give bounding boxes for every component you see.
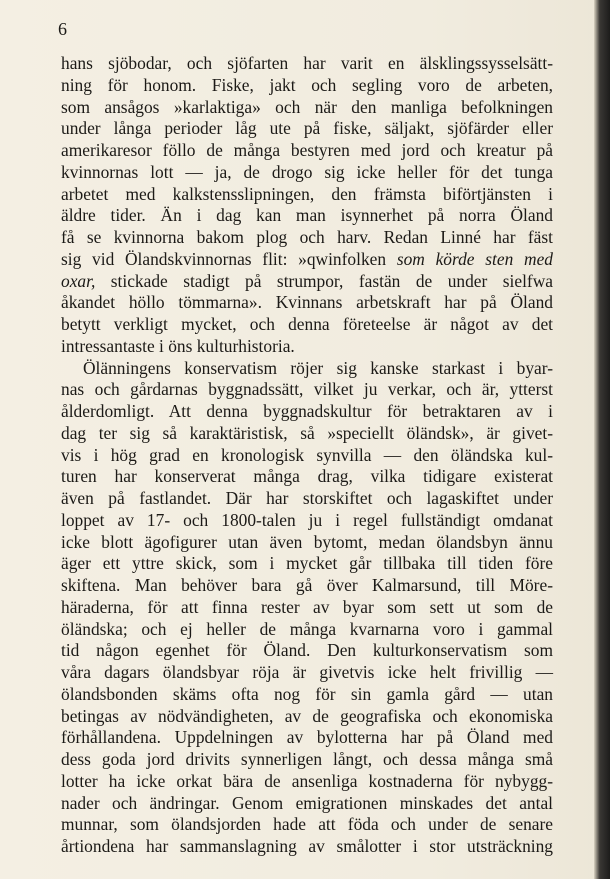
text-line: icke blott ägofigurer utan även bytomt, medan ölandsbyn ännu xyxy=(61,531,553,552)
italic-quote: oxar, xyxy=(61,270,96,291)
text-line: vis i hög grad en kronologisk synvilla — den öländska kul- xyxy=(61,444,553,465)
text-line: intressantaste i öns kulturhistoria. xyxy=(61,335,295,356)
text-line: kvinnornas lott — ja, de drogo sig icke heller för det tunga xyxy=(61,161,553,182)
text-line: turen har konserverat många drag, vilka tidigare existerat xyxy=(61,466,553,487)
text-line: tid någon egenhet för Öland. Den kulturkonservatism som xyxy=(61,640,553,661)
text-line: nader och ändringar. Genom emigrationen minskades det antal xyxy=(61,792,553,813)
text-line: som ansågos »karlaktiga» och när den manliga befolkningen xyxy=(61,96,553,117)
text-segment: sig vid Ölandskvinnornas flit: »qwinfolken xyxy=(61,248,397,269)
italic-quote: som körde sten med xyxy=(396,248,553,269)
text-line: även på fastlandet. Där har storskiftet och lagaskiftet under xyxy=(61,488,553,508)
text-line: hans sjöbodar, och sjöfarten har varit en älsklingssysselsätt- xyxy=(61,53,553,73)
text-line: ölandsbonden skäms ofta nog för sin gamla gård — utan xyxy=(61,683,553,704)
text-line: betytt verkligt mycket, och denna företeelse är något av det xyxy=(61,314,553,334)
text-line xyxy=(61,271,553,293)
text-line: häraderna, för att finna rester av byar som sett ut som de xyxy=(61,596,553,617)
text-line: munnar, som ölandsjorden hade att föda och under de senare xyxy=(61,814,553,835)
text-line: betingas av nödvändigheten, av de geografiska och ekonomiska xyxy=(61,705,553,726)
text-line: äger ett yttre skick, som i mycket går tillbaka till tiden före xyxy=(61,553,553,574)
text-line: nas och gårdarnas byggnadssätt, vilket ju verkar, och är, ytterst xyxy=(61,379,553,400)
text-segment: stickade stadigt på strumpor, fastän de under sielfwa xyxy=(95,270,553,291)
text-line: öländska; och ej heller de många kvarnarna voro i gammal xyxy=(61,618,553,639)
text-line: arbetet med kalkstensslipningen, den främsta biförtjänsten i xyxy=(61,183,553,204)
text-line: få se kvinnorna bakom plog och harv. Redan Linné har fäst xyxy=(61,227,553,247)
text-line: loppet av 17- och 1800-talen ju i regel fullständigt omdanat xyxy=(61,509,553,530)
text-line: äldre tider. Än i dag kan man isynnerhet på norra Öland xyxy=(61,205,553,226)
text-line: dess goda jord drivits synnerligen långt, och dessa många små xyxy=(61,749,553,769)
body-text xyxy=(61,53,553,858)
text-line: åkandet höllo tömmarna». Kvinnans arbetskraft har på Öland xyxy=(61,292,553,313)
page-number: 6 xyxy=(58,19,67,39)
text-line: dag ter sig så karaktäristisk, så »speciellt öländsk», är givet- xyxy=(61,422,553,443)
text-line: amerikaresor föllo de många bestyren med jord och kreatur på xyxy=(61,140,553,160)
book-spine-edge xyxy=(594,0,610,879)
text-line: under långa perioder låg ute på fiske, säljakt, sjöfärder eller xyxy=(61,118,553,139)
text-line: Ölänningens konservatism röjer sig kanske starkast i byar- xyxy=(83,357,553,378)
text-line: förhållandena. Uppdelningen av bylotterna har på Öland med xyxy=(61,727,553,748)
text-line xyxy=(61,249,553,271)
text-line: våra dagars ölandsbyar röja är givetvis icke helt frivillig — xyxy=(61,662,553,682)
text-line: skiftena. Man behöver bara gå över Kalmarsund, till Möre- xyxy=(61,575,553,595)
text-line: ålderdomligt. Att denna byggnadskultur för betraktaren av i xyxy=(61,401,553,421)
text-line: årtiondena har sammanslagning av smålotter i stor utsträckning xyxy=(61,836,553,856)
text-line: lotter ha icke orkat bära de ansenliga kostnaderna för nybygg- xyxy=(61,770,553,791)
text-line: ning för honom. Fiske, jakt och segling voro de arbeten, xyxy=(61,74,553,95)
